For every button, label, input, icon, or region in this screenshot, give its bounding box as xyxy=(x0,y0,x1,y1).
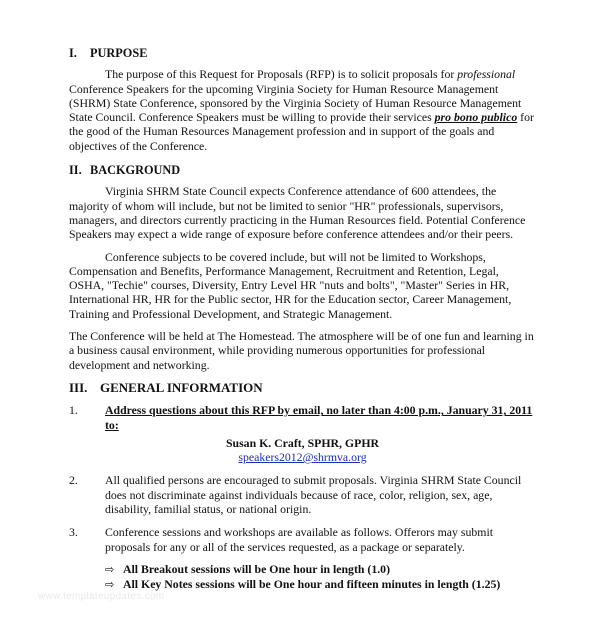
section-title: PURPOSE xyxy=(90,46,148,60)
text-run: The purpose of this Request for Proposals (RFP) is to solicit proposals for xyxy=(105,67,458,82)
list-item-text: Conference sessions and workshops are available as follows. Offerors may submit proposals for any or all of the services requested, as a package or separately. xyxy=(105,525,494,554)
list-item-2 xyxy=(69,473,536,516)
list-number: 3. xyxy=(69,525,78,540)
watermark: www.templateupdates.com xyxy=(38,591,165,602)
text-run: Conference Speakers for the upcoming Virginia Society for Human Resource Management (SHRM) State Conference, sponsored by the Virginia Society of Human Resource Management State Council. Conference Speakers must be willing to provide their services xyxy=(69,81,522,125)
contact-name: Susan K. Craft, SPHR, GPHR xyxy=(225,435,380,450)
section-number: I. xyxy=(69,46,77,60)
section-heading-background xyxy=(69,163,536,177)
section-title: GENERAL INFORMATION xyxy=(100,379,263,395)
list-item-text: All qualified persons are encouraged to submit proposals. Virginia SHRM State Council does not discriminate against individuals because of race, color, religion, sex, age, disability, familial status, or national origin. xyxy=(105,473,522,517)
contact-email-line xyxy=(69,450,536,464)
bullet-item-1 xyxy=(69,562,536,577)
section-number: III. xyxy=(69,379,88,395)
arrow-right-icon: ⇨ xyxy=(105,578,115,592)
list-number: 2. xyxy=(69,473,78,488)
text-run: for the good of the Human Resources Management profession and in support of the goals and objectives of the Conference. xyxy=(69,110,534,153)
contact-email-link[interactable]: speakers2012@shrmva.org xyxy=(238,450,367,465)
arrow-right-icon: ⇨ xyxy=(105,562,115,576)
italic-text: professional xyxy=(457,67,516,82)
bullet-text: All Breakout sessions will be One hour in length (1.0) xyxy=(123,561,390,576)
list-item-1 xyxy=(69,403,536,432)
list-number: 1. xyxy=(69,403,78,418)
background-paragraph-3: The Conference will be held at The Homestead. The atmosphere will be of one fun and learning in a business causal environment, while providing numerous opportunities for professional development and networking. xyxy=(69,329,534,372)
section-title: BACKGROUND xyxy=(90,163,181,178)
bullet-text: All Key Notes sessions will be One hour and fifteen minutes in length (1.25) xyxy=(123,577,501,592)
section-number: II. xyxy=(69,163,82,178)
background-paragraph-1: Virginia SHRM State Council expects Conference attendance of 600 attendees, the majority of whom will include, but not be limited to senior "HR" professionals, supervisors, managers, and directors currently practicing in the Human Resources field. Potential Conference Speakers may expect a wide range of exposure before conference attendees and/or their peers. xyxy=(69,184,526,242)
purpose-paragraph xyxy=(69,67,536,153)
background-paragraph-2: Conference subjects to be covered include, but will not be limited to Workshops, Compensation and Benefits, Performance Management, Recruitment and Retention, Legal, OSHA, "Techie" courses, Diversity, Entry Level HR "nuts and bolts", "Master" Series in HR, International HR, HR for the Public sector, HR for the Education sector, Career Management, Training and Professional Development, and Strategic Management. xyxy=(69,249,512,321)
section-heading-purpose xyxy=(69,46,536,60)
section-heading-general-information xyxy=(69,381,536,395)
document-body xyxy=(69,46,536,593)
list-item-text: Address questions about this RFP by email, no later than 4:00 p.m., January 31, 2011 to: xyxy=(105,403,533,432)
emphasis-text: pro bono publico xyxy=(434,110,518,125)
list-item-3 xyxy=(69,525,536,554)
